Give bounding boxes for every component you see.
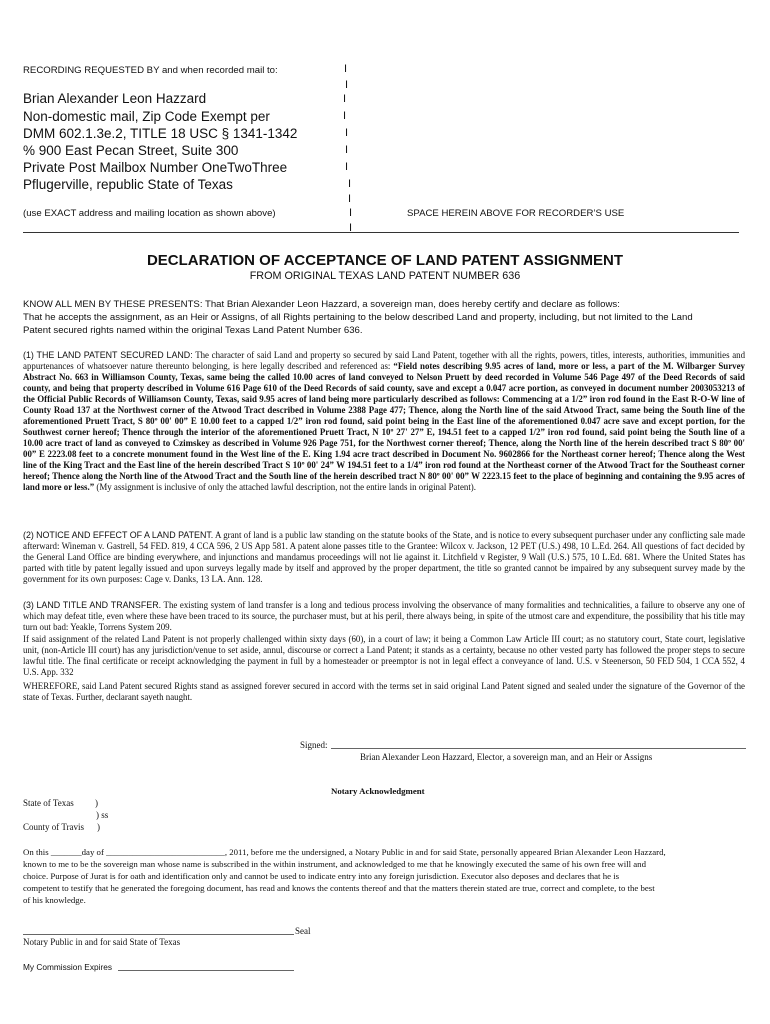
document-subtitle: FROM ORIGINAL TEXAS LAND PATENT NUMBER 636 — [249, 270, 521, 282]
section-tail-note: (My assignment is inclusive of only the attached lawful description, not the entire lands in original Patent). — [96, 482, 476, 492]
intro-line-3: Patent secured rights named within the original Texas Land Patent Number 636. — [23, 325, 363, 336]
document-title: DECLARATION OF ACCEPTANCE OF LAND PATENT ASSIGNMENT — [146, 252, 624, 269]
notary-state-label: State of Texas — [23, 798, 74, 808]
notary-ss: ) ss — [96, 810, 109, 820]
divider-bar-mark: I — [344, 63, 348, 75]
recorder-divider-line — [23, 232, 739, 233]
signature-line[interactable] — [331, 748, 746, 749]
notary-public-label: Notary Public in and for said State of Texas — [23, 937, 181, 947]
if-said-paragraph: If said assignment of the related Land Patent is not properly challenged within sixty days (60), in a court of law; it being a Common Law Article III court; as no statutory court, State court, legislative unit, (non-Article III court) has any jurisdiction/venue to set aside, annul, discourse or correct a Land Patent; it stands as a certainty, because no other vested party has followed the proper steps to secure lawful title. The final certificate or receipt acknowledging the payment in full by a homesteader or preemptor is not in legal effect a conveyance of land. U.S. v Steenerson, 50 FED 504, 1 CCA 552, 4 U.S. App. 332 — [23, 634, 745, 677]
section-heading: THE LAND PATENT SECURED LAND: — [36, 350, 193, 360]
commission-expires-label: My Commission Expires — [23, 962, 112, 972]
divider-bar-mark: I — [345, 161, 349, 173]
notary-line-5: of his knowledge. — [23, 895, 86, 905]
section-text: A grant of land is a public law standing on the statute books of the State, and is notice to every subsequent purchaser under any conflicting sale made afterward: Wineman v. Gastrell, 54 FED. 819, 4 CCA 596, 2 US App 581. A patent alone passes title to the Grantee: Wilcox v. Jackson, 12 PET (U.S.) 498, 10 L.Ed. 264. All questions of fact decided by the General Land Office are binding everywhere, and injunctions and mandamus proceedings will not lie against it. Litchfield v Register, 9 Wall (U.S.) 575, 10 L.Ed. 681. Where the United States has parted with title by patent legally issued and upon surveys legally made by itself and approved by the proper department, the title so granted cannot be impaired by any subsequent survey made by the government for its own purposes: Cage v. Danks, 13 LA. Ann. 128. — [23, 530, 746, 584]
address-line-5: Private Post Mailbox Number OneTwoThree — [23, 160, 288, 175]
section-number: (2) — [23, 530, 34, 540]
divider-bar-mark: I — [345, 127, 349, 139]
section-heading: LAND TITLE AND TRANSFER. — [36, 600, 162, 610]
signer-name: Brian Alexander Leon Hazzard, Elector, a sovereign man, and an Heir or Assigns — [360, 752, 653, 762]
notary-title: Notary Acknowledgment — [331, 786, 425, 796]
section-text: The character of said Land and property so secured by said Land Patent, together with all the rights, powers, titles, interests, authorities, immunities and appurtenances of whatsoever nature thereunto belonging, is here legally described and referenced as: — [23, 350, 746, 371]
recorder-space-label: SPACE HEREIN ABOVE FOR RECORDER’S USE — [407, 208, 625, 219]
section-heading: NOTICE AND EFFECT OF A LAND PATENT. — [36, 530, 214, 540]
section-number: (1) — [23, 350, 34, 360]
notary-state-paren: ) — [95, 798, 98, 808]
address-line-1: Brian Alexander Leon Hazzard — [23, 91, 207, 106]
commission-expires-line[interactable] — [118, 970, 294, 971]
signed-label: Signed: — [300, 740, 328, 750]
address-line-4: % 900 East Pecan Street, Suite 300 — [23, 143, 239, 158]
notary-line-4: competent to testify that he generated the foregoing document, has read and knows the contents thereof and that the matters therein stated are true, correct and complete, to the best — [23, 883, 655, 893]
section-notice-and-effect — [23, 530, 745, 585]
section-number: (3) — [23, 600, 34, 610]
intro-line-1: KNOW ALL MEN BY THESE PRESENTS: That Brian Alexander Leon Hazzard, a sovereign man, does hereby certify and declare as follows: — [23, 299, 620, 310]
divider-bar-mark: I — [349, 207, 353, 219]
address-line-6: Pflugerville, republic State of Texas — [23, 177, 233, 192]
recording-requested-label: RECORDING REQUESTED BY and when recorded mail to: — [23, 65, 278, 76]
notary-county-paren: ) — [97, 822, 100, 832]
divider-bar-mark: I — [349, 222, 353, 234]
divider-bar-mark: I — [345, 144, 349, 156]
divider-bar-mark: I — [348, 193, 352, 205]
legal-description: “Field notes describing 9.95 acres of land, more or less, a part of the M. Wilbarger Survey Abstract No. 663 in Williamson County, Texas, same being the called 10.00 acres of land conveyed to Nelson Pruett by deed recorded in Volume 546 Page 497 of the Deed Records of said county, and being that property described in Volume 616 Page 610 of the Deed Records of said county, save and except a 0.047 acre portion, as conveyed in document number 2003053213 of the Official Public Records of Williamson County, Texas, said 9.95 acres of land being more particularly described as follows: Commencing at a 1/2” iron rod found in the East R-O-W line of County Road 137 at the Northwest corner of the Atwood Tract described in Volume 2388 Page 477; Thence, along the North line of the said Atwood Tract, same being the South line of the aforementioned Pruett Tract, S 80º 00' 00” E 10.00 feet to a capped 1/2” iron rod found, said point being in the East line of the aforementioned 0.047 acre save and except portion, for the Southwest corner hereof; Thence through the interior of the aforementioned Pruett Tract, N 10º 27' 27” E, 194.51 feet to a capped 1/2” iron rod found, said point being the South line of a 10.00 acre tract of land as conveyed to Czimskey as described in Volume 926 Page 751, for the Northwest corner thereof; Thence, along the North line of the herein described tract S 80º 00' 00” E 2223.08 feet to a concrete monument found in the West line of the E. King 1.94 acre tract described in Document No. 9602866 for the Northeast corner hereof; Thence along the West line of the King Tract and the East line of the herein described Tract S 10º 00' 24” W 194.51 feet to a 1/4” iron rod found at the Northeast corner of the Atwood Tract for the Southeast corner hereof; Thence along the North line of the Atwood Tract and the South line of the herein described tract N 80º 00' 00” W 2223.15 feet to the place of beginning and containing the 9.95 acres of land more or less.” — [23, 361, 745, 492]
divider-bar-mark: I — [348, 178, 352, 190]
section-text: The existing system of land transfer is a long and tedious process involving the observance of many formalities and technicalities, a failure to observe any one of which may defeat title, even where these have been traced to its source, the purchaser must, but at his peril, there always being, in spite of the utmost care and expenditure, the possibility that his title may turn out bad: Yeakle, Torrens System 209. — [23, 600, 745, 632]
address-line-3: DMM 602.1.3e.2, TITLE 18 USC § 1341-1342 — [23, 126, 298, 141]
divider-bar-mark: I — [345, 79, 349, 91]
notary-seal-label: Seal — [295, 926, 311, 936]
notary-county-label: County of Travis — [23, 822, 85, 832]
notary-line-1: On this _______day of ___________________________, 2011, before me the undersigned, a Notary Public in and for said State, personally appeared Brian Alexander Leon Hazzard, — [23, 847, 666, 857]
wherefore-paragraph: WHEREFORE, said Land Patent secured Rights stand as assigned forever secured in accord with the terms set in said original Land Patent signed and sealed under the signature of the Governor of the state of Texas. Further, declarant sayeth naught. — [23, 681, 745, 702]
notary-line-2: known to me to be the sovereign man whose name is subscribed in the within instrument, and acknowledged to me that he knowingly executed the same of his own free will and — [23, 859, 646, 869]
section-land-patent-secured-land — [23, 350, 745, 493]
notary-signature-line[interactable] — [23, 934, 294, 935]
notary-line-3: choice. Purpose of Jurat is for oath and identification only and cannot be used to indicate entry into any foreign jurisdiction. Executor also deposes and declares that he is — [23, 871, 620, 881]
section-land-title-and-transfer — [23, 600, 745, 633]
address-line-2: Non-domestic mail, Zip Code Exempt per — [23, 109, 270, 124]
divider-bar-mark: I — [343, 110, 347, 122]
intro-line-2: That he accepts the assignment, as an Heir or Assigns, of all Rights pertaining to the below described Land and property, including, but not limited to the Land — [23, 312, 693, 323]
divider-bar-mark: I — [343, 93, 347, 105]
use-exact-address-note: (use EXACT address and mailing location as shown above) — [23, 208, 276, 219]
